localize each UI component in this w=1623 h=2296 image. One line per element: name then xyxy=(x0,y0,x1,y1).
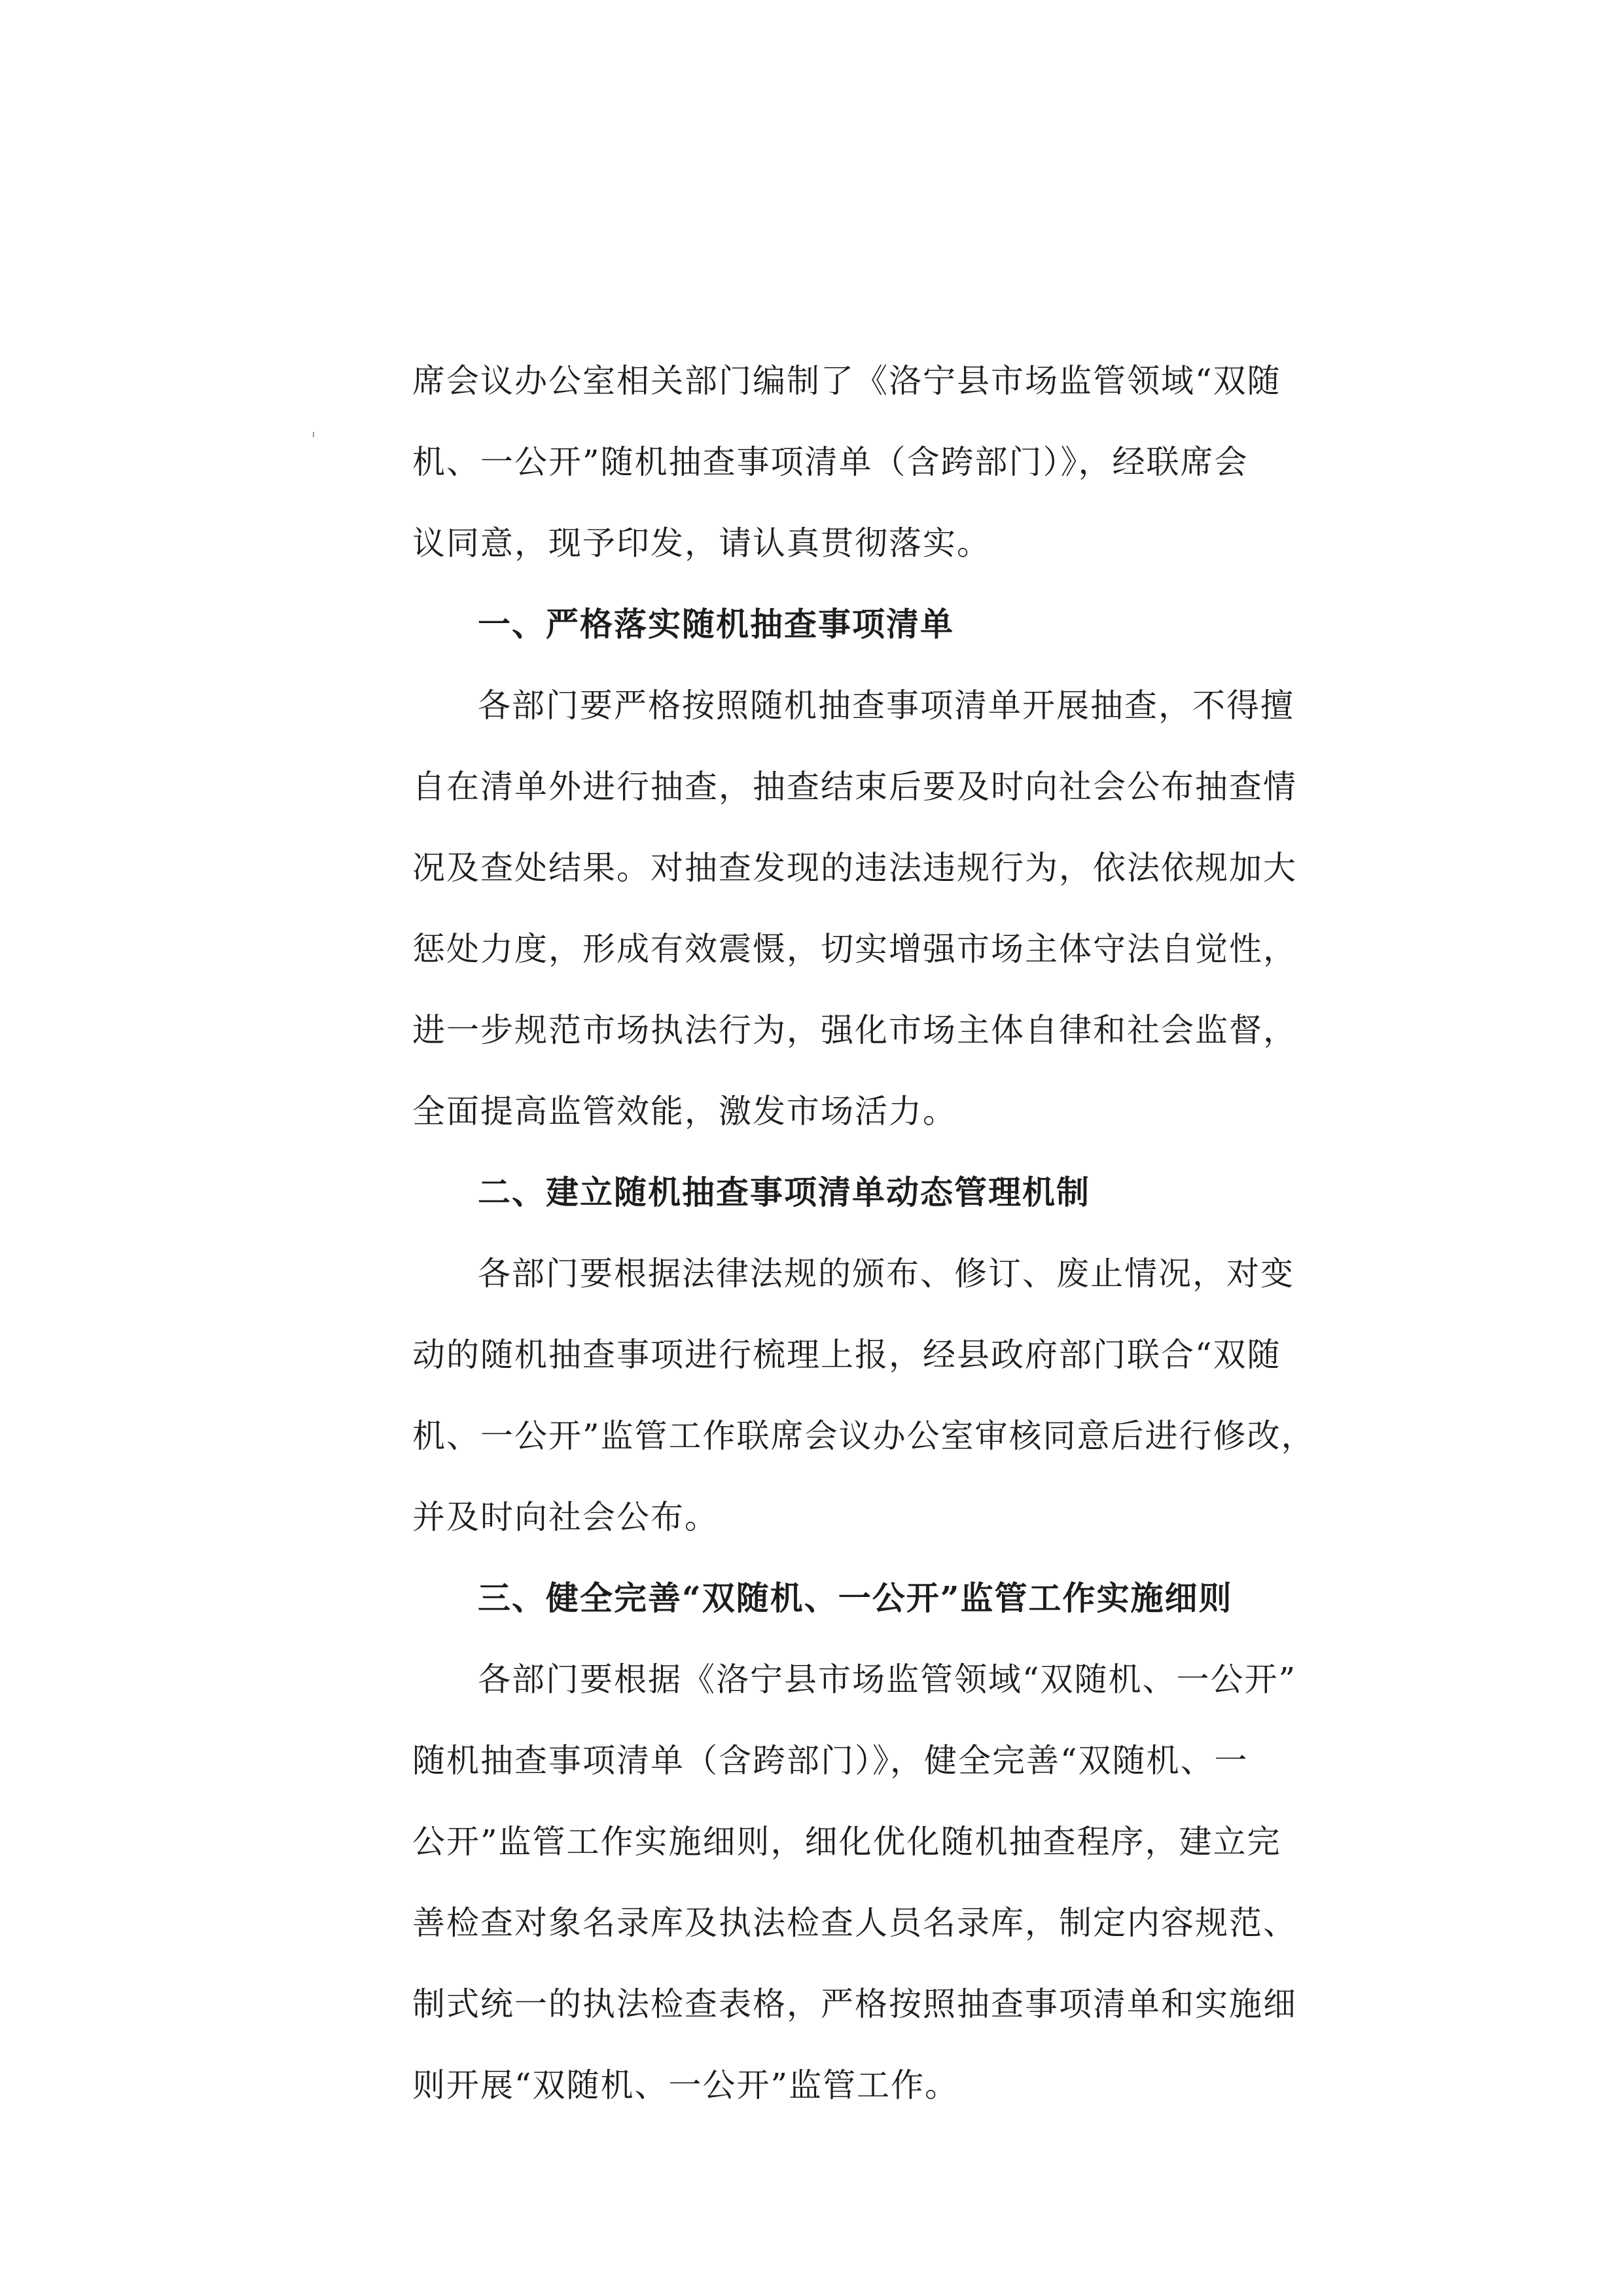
paragraph-line: 动的随机抽查事项进行梳理上报，经县政府部门联合“双随 xyxy=(412,1336,1281,1374)
section-heading: 一、严格落实随机抽查事项清单 xyxy=(478,605,954,643)
paragraph-line: 况及查处结果。对抽查发现的违法违规行为，依法依规加大 xyxy=(412,849,1297,887)
paragraph-line: 制式统一的执法检查表格，严格按照抽查事项清单和实施细 xyxy=(412,1985,1297,2023)
paragraph-line: 各部门要严格按照随机抽查事项清单开展抽查，不得擅 xyxy=(478,687,1294,725)
paragraph-line: 随机抽查事项清单（含跨部门）》，健全完善“双随机、一 xyxy=(412,1742,1249,1780)
document-body xyxy=(412,340,1315,2126)
paragraph-line: 并及时向社会公布。 xyxy=(412,1498,719,1536)
section-heading: 三、健全完善“双随机、一公开”监管工作实施细则 xyxy=(478,1579,1233,1617)
paragraph-line: 各部门要根据法律法规的颁布、修订、废止情况，对变 xyxy=(478,1255,1294,1293)
paragraph-line: 机、一公开”随机抽查事项清单（含跨部门）》，经联席会 xyxy=(412,443,1249,481)
paragraph-line: 进一步规范市场执法行为，强化市场主体自律和社会监督， xyxy=(412,1011,1297,1049)
paragraph-line: 惩处力度，形成有效震慑，切实增强市场主体守法自觉性， xyxy=(412,930,1297,968)
paragraph-line: 公开”监管工作实施细则，细化优化随机抽查程序，建立完 xyxy=(412,1823,1281,1861)
paragraph-line: 全面提高监管效能，激发市场活力。 xyxy=(412,1092,957,1130)
paragraph-line: 则开展“双随机、一公开”监管工作。 xyxy=(412,2066,959,2104)
paragraph-line: 自在清单外进行抽查，抽查结束后要及时向社会公布抽查情 xyxy=(412,768,1297,806)
paragraph-line: 善检查对象名录库及执法检查人员名录库，制定内容规范、 xyxy=(412,1904,1297,1942)
scan-speck xyxy=(313,432,314,437)
paragraph-line: 席会议办公室相关部门编制了《洛宁县市场监管领域“双随 xyxy=(412,362,1281,400)
paragraph-line: 议同意，现予印发，请认真贯彻落实。 xyxy=(412,524,991,562)
paragraph-line: 各部门要根据《洛宁县市场监管领域“双随机、一公开” xyxy=(478,1660,1297,1698)
section-heading: 二、建立随机抽查事项清单动态管理机制 xyxy=(478,1173,1090,1211)
paragraph-line: 机、一公开”监管工作联席会议办公室审核同意后进行修改， xyxy=(412,1417,1315,1455)
